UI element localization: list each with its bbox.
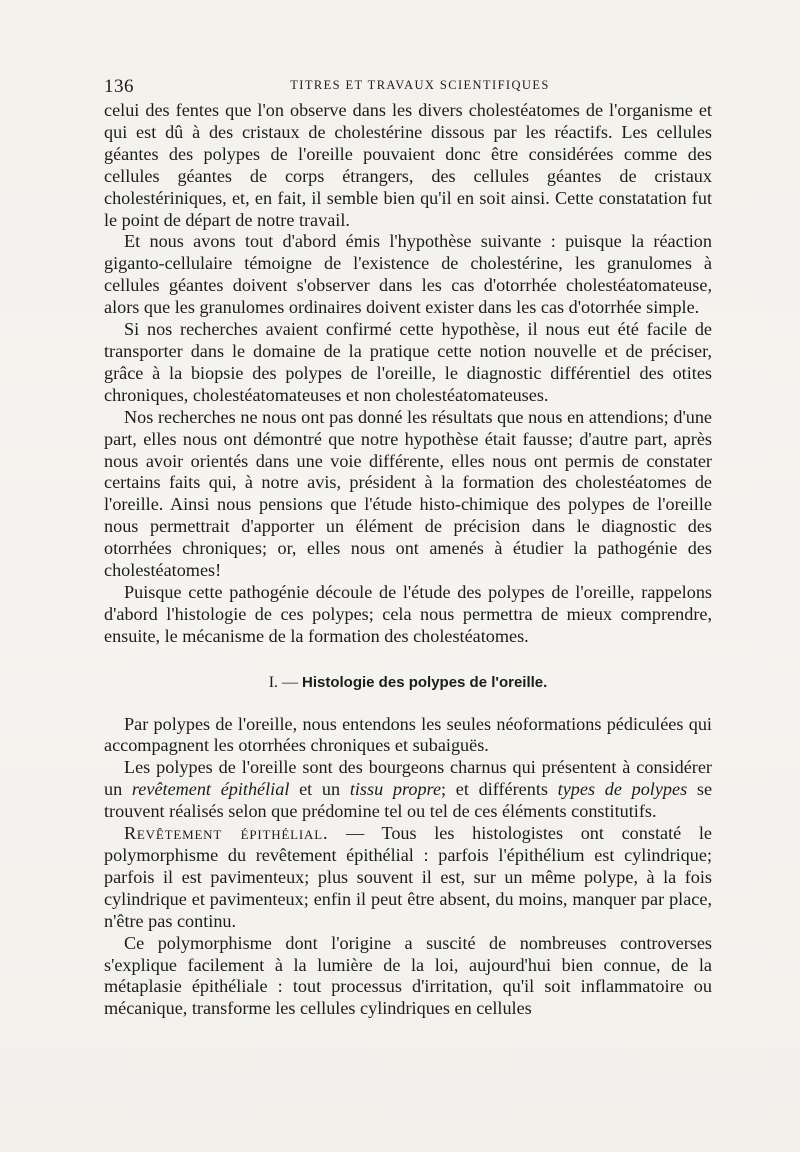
paragraph-1: celui des fentes que l'on observe dans les divers cholestéatomes de l'organisme et qui est dû à des cristaux de cholestérine dissous par les réactifs. Les cellules géantes des polypes de l'oreille pouvaient donc être considérées comme des cellules géantes de corps étrangers, des cellules géantes de cristaux cholestériniques, et, en fait, il semble bien qu'il en soit ainsi. Cette constatation fut le point de départ de notre travail. (104, 100, 712, 230)
running-title: TITRES ET TRAVAUX SCIENTIFIQUES (290, 78, 550, 92)
paragraph-5: Puisque cette pathogénie découle de l'étude des polypes de l'oreille, rappelons d'abord l'histologie de ces polypes; cela nous permettra de mieux comprendre, ensuite, le mécanisme de la formation des cholestéatomes. (104, 581, 712, 646)
paragraph-7 (104, 757, 712, 823)
paragraph-7-emphasis-tissu: tissu propre (349, 779, 442, 800)
paragraph-4: Nos recherches ne nous ont pas donné les résultats que nous en attendions; d'une part, elles nous ont démontré que notre hypothèse était fausse; d'autre part, après nous avoir orientés dans une voie différente, elles nous ont permis de constater certains faits qui, à notre avis, président à la formation des cholestéatomes de l'oreille. Ainsi nous pensions que l'étude histo-chimique des polypes de l'oreille nous permettrait d'apporter un élément de précision dans le diagnostic des otorrhées chroniques; or, elles nous ont amenés à étudier la pathogénie des cholestéatomes! (104, 406, 712, 581)
paragraph-2: Et nous avons tout d'abord émis l'hypothèse suivante : puisque la réaction giganto-cellulaire témoigne de l'existence de cholestérine, les granulomes à cellules géantes doivent s'observer dans les cas d'otorrhée cholestéatomateuse, alors que les granulomes ordinaires doivent exister dans les cas d'otorrhée simple. (104, 231, 712, 318)
paragraph-9: Ce polymorphisme dont l'origine a suscité de nombreuses controverses s'explique facilement à la lumière de la loi, aujourd'hui bien connue, de la métaplasie épithéliale : tout processus d'irritation, qu'il soit inflammatoire ou mécanique, transforme les cellules cylindriques en cellules (104, 932, 712, 1019)
paragraph-8-text: — Tous les histologistes ont constaté le polymorphisme du revêtement épithélial : parfois l'épithélium est cylindrique; parfois il est pavimenteux; plus souvent il est, sur un même polype, à la fois cylindrique et pavimenteux; enfin il peut être absent, du moins, manquer par place, n'être pas continu. (104, 823, 712, 931)
paragraph-7-emphasis-epithelial: revêtement épithélial (131, 779, 290, 800)
paragraph-7-text-g: se trouvent réalisés selon que prédomine tel ou tel de ces éléments constitutifs. (104, 779, 713, 822)
section-number: I. — (268, 673, 299, 691)
section-title: Histologie des polypes de l'oreille. (302, 673, 548, 691)
paragraph-7-text-a: Les polypes de l'oreille sont des bourgeons charnus qui présentent à considérer un (104, 757, 712, 800)
paragraph-3: Si nos recherches avaient confirmé cette hypothèse, il nous eut été facile de transporter dans le domaine de la pratique cette notion nouvelle et de préciser, grâce à la biopsie des polypes de l'oreille, le diagnostic différentiel des otites chroniques, cholestéatomateuses et non cholestéatomateuses. (104, 319, 712, 405)
section-heading (104, 662, 712, 700)
page-header (104, 70, 716, 97)
paragraph-7-emphasis-types: types de polypes (557, 779, 688, 800)
page-number: 136 (104, 76, 134, 97)
paragraph-8 (104, 823, 712, 933)
body-text (104, 100, 712, 1020)
paragraph-7-text-e: ; et différents (441, 779, 558, 800)
paragraph-6: Par polypes de l'oreille, nous entendons les seules néoformations pédiculées qui accompagnent les otorrhées chroniques et subaiguës. (104, 713, 712, 756)
paragraph-7-text-c: et un (289, 779, 350, 800)
paragraph-8-label: Revêtement épithélial. (124, 823, 329, 844)
